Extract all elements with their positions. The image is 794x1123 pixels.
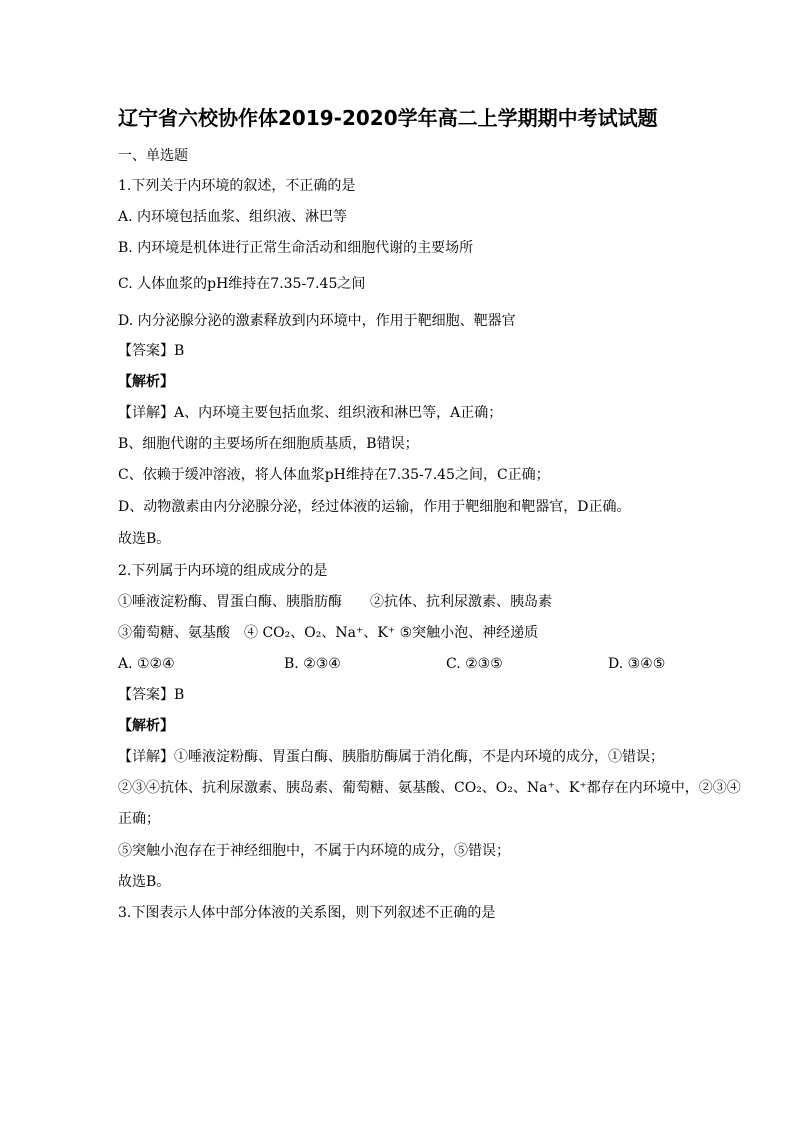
q2-conclusion: 故选B。 xyxy=(118,874,171,890)
q2-option-a: A. ①②④ xyxy=(118,656,175,672)
q1-option-d: D. 内分泌腺分泌的激素释放到内环境中，作用于靶细胞、靶器官 xyxy=(118,313,516,329)
q2-stem: 2.下列属于内环境的组成成分的是 xyxy=(118,563,328,579)
q2-detail-2: ②③④抗体、抗利尿激素、胰岛素、葡萄糖、氨基酸、CO₂、O₂、Na⁺、K⁺都存在内环境中，②③④ xyxy=(118,780,741,796)
q1-stem: 1.下列关于内环境的叙述，不正确的是 xyxy=(118,178,356,194)
q1-detail-a: 【详解】A、内环境主要包括血浆、组织液和淋巴等，A正确； xyxy=(118,405,503,421)
q1-detail-b: B、细胞代谢的主要场所在细胞质基质，B错误； xyxy=(118,436,419,452)
q1-option-c: C. 人体血浆的pH维持在7.35-7.45之间 xyxy=(118,276,366,292)
page-title: 辽宁省六校协作体2019-2020学年高二上学期期中考试试题 xyxy=(118,106,658,130)
q1-detail-d: D、动物激素由内分泌腺分泌，经过体液的运输，作用于靶细胞和靶器官，D正确。 xyxy=(118,499,631,515)
q1-option-b: B. 内环境是机体进行正常生命活动和细胞代谢的主要场所 xyxy=(118,240,474,256)
q1-conclusion: 故选B。 xyxy=(118,531,171,547)
q2-answer: 【答案】B xyxy=(118,687,185,703)
q1-analysis-label: 【解析】 xyxy=(118,374,174,390)
q2-option-c: C. ②③⑤ xyxy=(446,656,503,672)
q2-detail-4: ⑤突触小泡存在于神经细胞中，不属于内环境的成分，⑤错误； xyxy=(118,843,510,859)
q1-answer: 【答案】B xyxy=(118,343,185,359)
q2-items-line-1: ①唾液淀粉酶、胃蛋白酶、胰脂肪酶 ②抗体、抗利尿激素、胰岛素 xyxy=(118,594,552,610)
q2-items-line-2: ③葡萄糖、氨基酸 ④ CO₂、O₂、Na⁺、K⁺ ⑤突触小泡、神经递质 xyxy=(118,625,539,641)
q2-detail-3: 正确； xyxy=(118,811,160,827)
q2-analysis-label: 【解析】 xyxy=(118,718,174,734)
q1-option-a: A. 内环境包括血浆、组织液、淋巴等 xyxy=(118,209,348,225)
section-heading: 一、单选题 xyxy=(118,148,188,164)
q1-detail-c: C、依赖于缓冲溶液，将人体血浆pH维持在7.35-7.45之间，C正确； xyxy=(118,467,550,483)
q2-detail-1: 【详解】①唾液淀粉酶、胃蛋白酶、胰脂肪酶属于消化酶，不是内环境的成分，①错误； xyxy=(118,749,664,765)
q2-option-d: D. ③④⑤ xyxy=(608,656,666,672)
q3-stem: 3.下图表示人体中部分体液的关系图，则下列叙述不正确的是 xyxy=(118,905,496,921)
q2-option-b: B. ②③④ xyxy=(284,656,341,672)
